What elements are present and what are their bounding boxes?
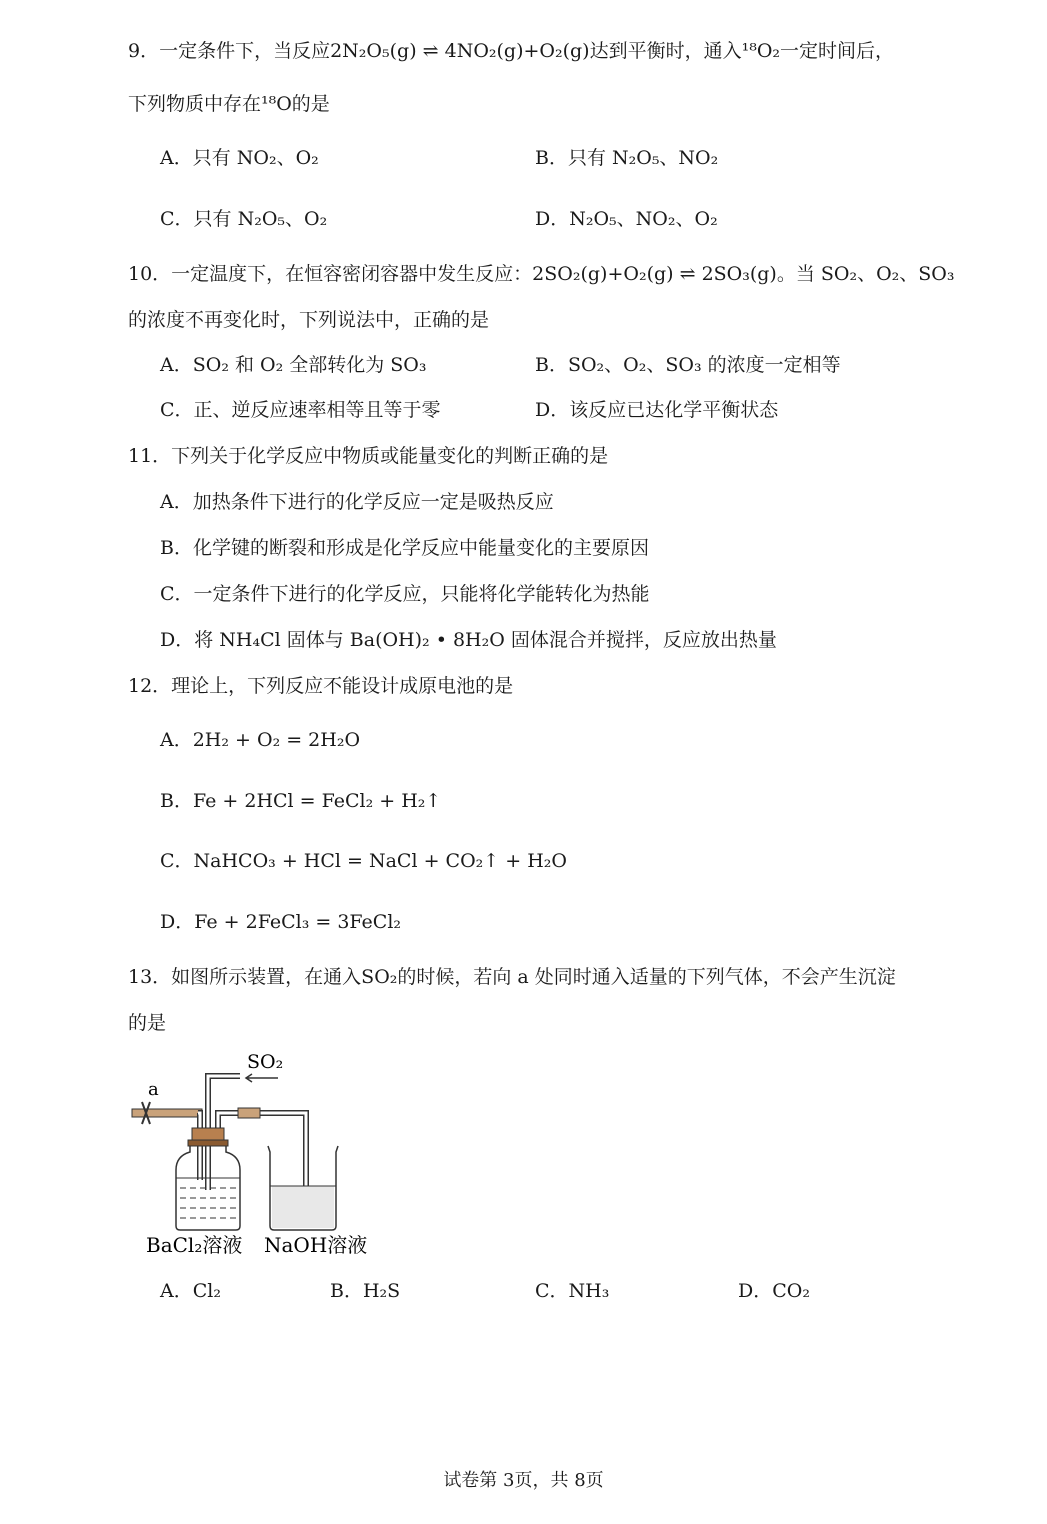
rubber-connector bbox=[238, 1108, 260, 1118]
q12-stem: 12．理论上，下列反应不能设计成原电池的是 bbox=[128, 675, 514, 697]
q10-option-b: B．SO₂、O₂、SO₃ 的浓度一定相等 bbox=[535, 354, 841, 376]
arrow-left-icon bbox=[246, 1074, 278, 1082]
q12-option-a: A．2H₂ + O₂ = 2H₂O bbox=[160, 729, 361, 751]
inlet-tube-a bbox=[132, 1109, 202, 1117]
q12-option-b: B．Fe + 2HCl = FeCl₂ + H₂↑ bbox=[160, 790, 442, 812]
q13-stem-line1: 13．如图所示装置，在通入SO₂的时候，若向 a 处同时通入适量的下列气体，不会产生沉淀 bbox=[128, 966, 896, 988]
q9-option-c: C．只有 N₂O₅、O₂ bbox=[160, 208, 328, 230]
q13-option-a: A．Cl₂ bbox=[160, 1280, 221, 1302]
q9-option-d: D．N₂O₅、NO₂、O₂ bbox=[535, 208, 718, 230]
q13-option-c: C．NH₃ bbox=[535, 1280, 610, 1302]
beaker-solution bbox=[272, 1186, 334, 1228]
q9-stem-line2: 下列物质中存在¹⁸O的是 bbox=[128, 93, 330, 115]
bottle-solution bbox=[180, 1188, 236, 1218]
q13-option-d: D．CO₂ bbox=[738, 1280, 810, 1302]
q9-option-b: B．只有 N₂O₅、NO₂ bbox=[535, 147, 719, 169]
q10-option-a: A．SO₂ 和 O₂ 全部转化为 SO₃ bbox=[160, 354, 427, 376]
q13-stem-line2: 的是 bbox=[128, 1012, 167, 1034]
q10-stem-line2: 的浓度不再变化时，下列说法中，正确的是 bbox=[128, 309, 490, 331]
label-a: a bbox=[148, 1079, 159, 1100]
label-naoh-solution: NaOH溶液 bbox=[264, 1233, 368, 1257]
q10-stem-line1: 10．一定温度下，在恒容密闭容器中发生反应：2SO₂(g)+O₂(g) ⇌ 2SO₃(g)。当 SO₂、O₂、SO₃ bbox=[128, 263, 955, 285]
q9-stem-line1: 9．一定条件下，当反应2N₂O₅(g) ⇌ 4NO₂(g)+O₂(g)达到平衡时，通入¹⁸O₂一定时间后， bbox=[128, 40, 895, 62]
q10-option-c: C．正、逆反应速率相等且等于零 bbox=[160, 399, 441, 421]
label-so2: SO₂ bbox=[247, 1051, 284, 1073]
apparatus-figure bbox=[120, 1040, 400, 1260]
q9-option-a: A．只有 NO₂、O₂ bbox=[160, 147, 319, 169]
q11-option-b: B．化学键的断裂和形成是化学反应中能量变化的主要原因 bbox=[160, 537, 649, 559]
q12-option-c: C．NaHCO₃ + HCl = NaCl + CO₂↑ + H₂O bbox=[160, 850, 567, 872]
q11-option-a: A．加热条件下进行的化学反应一定是吸热反应 bbox=[160, 491, 554, 513]
page-footer: 试卷第 3页，共 8页 bbox=[443, 1470, 604, 1491]
q11-option-d: D．将 NH₄Cl 固体与 Ba(OH)₂ • 8H₂O 固体混合并搅拌，反应放出热量 bbox=[160, 629, 777, 651]
q11-stem: 11．下列关于化学反应中物质或能量变化的判断正确的是 bbox=[128, 445, 609, 467]
q13-option-b: B．H₂S bbox=[330, 1280, 401, 1302]
label-bacl2-solution: BaCl₂溶液 bbox=[146, 1233, 243, 1257]
q10-option-d: D．该反应已达化学平衡状态 bbox=[535, 399, 779, 421]
q12-option-d: D．Fe + 2FeCl₃ = 3FeCl₂ bbox=[160, 911, 402, 933]
q11-option-c: C．一定条件下进行的化学反应，只能将化学能转化为热能 bbox=[160, 583, 650, 605]
